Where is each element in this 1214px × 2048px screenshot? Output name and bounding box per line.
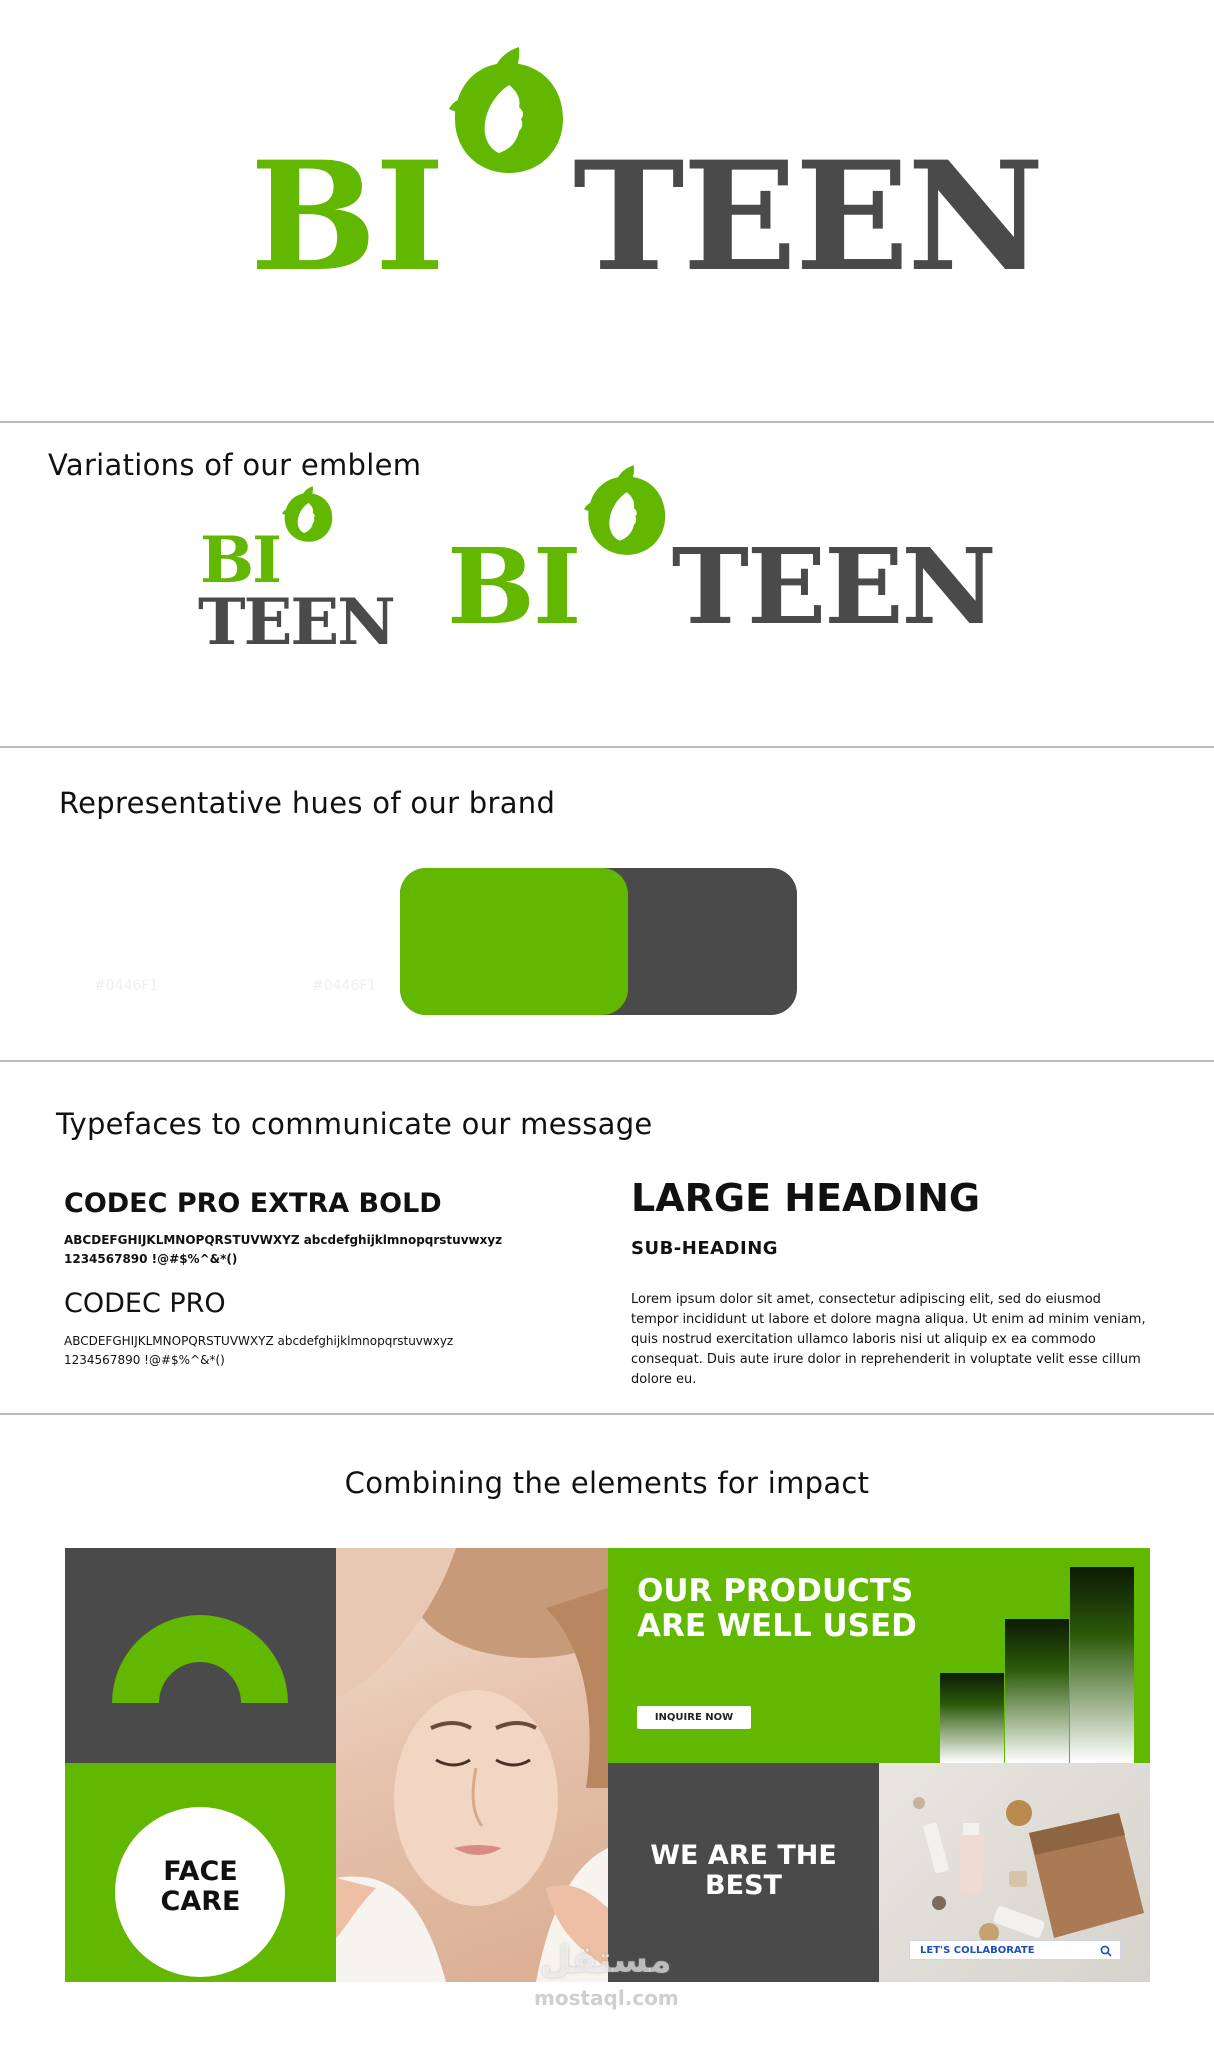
sub-heading-sample: SUB-HEADING bbox=[631, 1238, 779, 1259]
typefaces-title: Typefaces to communicate our message bbox=[56, 1107, 653, 1141]
faint-hex-label-2: #0446F1 bbox=[312, 978, 377, 994]
stacked-logo-o-emblem bbox=[282, 534, 334, 582]
inquire-now-button[interactable]: INQUIRE NOW bbox=[637, 1706, 751, 1729]
font1-name: CODEC PRO EXTRA BOLD bbox=[64, 1188, 442, 1219]
products-tile bbox=[608, 1548, 1150, 1763]
woman-face-illustration bbox=[336, 1548, 608, 1982]
growth-bar-1 bbox=[940, 1673, 1004, 1763]
lets-collaborate-label: LET'S COLLABORATE bbox=[920, 1944, 1035, 1956]
stacked-logo bbox=[198, 523, 394, 660]
variations-title: Variations of our emblem bbox=[48, 448, 422, 482]
growth-bar-2 bbox=[1005, 1619, 1069, 1763]
horizontal-logo-o-emblem bbox=[584, 543, 668, 623]
stacked-logo-bi: BI bbox=[200, 523, 281, 598]
swatch-green bbox=[400, 868, 628, 1015]
faint-hex-label-1: #0446F1 bbox=[94, 978, 159, 994]
arch-tile bbox=[65, 1548, 336, 1763]
main-logo-o-emblem bbox=[449, 157, 567, 269]
main-logo-teen: TEEN bbox=[572, 129, 1043, 305]
face-care-line1: FACE bbox=[163, 1856, 238, 1887]
best-line1: WE ARE THE bbox=[650, 1840, 837, 1871]
horizontal-logo bbox=[447, 525, 995, 648]
face-care-line2: CARE bbox=[160, 1886, 241, 1917]
divider-3 bbox=[0, 1060, 1214, 1062]
horizontal-logo-teen: TEEN bbox=[671, 525, 995, 648]
arch-icon bbox=[65, 1548, 336, 1763]
body-text-sample: Lorem ipsum dolor sit amet, consectetur adipiscing elit, sed do eiusmod tempor incididunt ut labore et dolore magna aliqua. Ut enim ad minim veniam, quis nostrud exercitation ullamco laboris nisi ut aliquip ex ea commodo consequat. Duis aute irure dolor in reprehenderit in voluptate velit esse cillum dolore eu. bbox=[631, 1292, 1146, 1387]
leaf-face-icon-medium bbox=[584, 465, 668, 555]
main-logo bbox=[250, 129, 1043, 305]
spa-photo bbox=[336, 1548, 608, 1982]
large-heading-sample: LARGE HEADING bbox=[631, 1176, 981, 1220]
stacked-logo-teen: TEEN bbox=[198, 585, 394, 660]
watermark-latin: mostaql.com bbox=[534, 1986, 679, 2010]
font2-alphabet: ABCDEFGHIJKLMNOPQRSTUVWXYZ abcdefghijklmnopqrstuvwxyz bbox=[64, 1334, 454, 1348]
lets-collaborate-button[interactable] bbox=[909, 1940, 1121, 1960]
divider-4 bbox=[0, 1413, 1214, 1415]
growth-bar-3 bbox=[1070, 1567, 1134, 1763]
growth-bars-graphic bbox=[930, 1548, 1150, 1763]
font1-alphabet: ABCDEFGHIJKLMNOPQRSTUVWXYZ abcdefghijklmnopqrstuvwxyz bbox=[64, 1233, 503, 1247]
divider-1 bbox=[0, 421, 1214, 423]
leaf-face-icon bbox=[449, 47, 567, 173]
products-heading-line1: OUR PRODUCTS bbox=[637, 1573, 914, 1609]
font2-numbers: 1234567890 !@#$%^&*() bbox=[64, 1353, 225, 1367]
search-icon bbox=[1100, 1945, 1112, 1957]
leaf-face-icon-small bbox=[282, 486, 334, 542]
hues-title: Representative hues of our brand bbox=[59, 786, 556, 820]
combining-title: Combining the elements for impact bbox=[344, 1466, 870, 1500]
watermark-arabic: مستقل bbox=[540, 1940, 672, 1981]
best-line2: BEST bbox=[705, 1870, 782, 1901]
products-photo bbox=[879, 1763, 1150, 1982]
font2-name: CODEC PRO bbox=[64, 1288, 226, 1319]
products-heading-line2: ARE WELL USED bbox=[637, 1608, 917, 1644]
face-care-tile bbox=[65, 1763, 336, 1982]
font1-numbers: 1234567890 !@#$%^&*() bbox=[64, 1252, 238, 1266]
divider-2 bbox=[0, 746, 1214, 748]
main-logo-bi: BI bbox=[250, 129, 443, 305]
horizontal-logo-bi: BI bbox=[447, 525, 580, 648]
